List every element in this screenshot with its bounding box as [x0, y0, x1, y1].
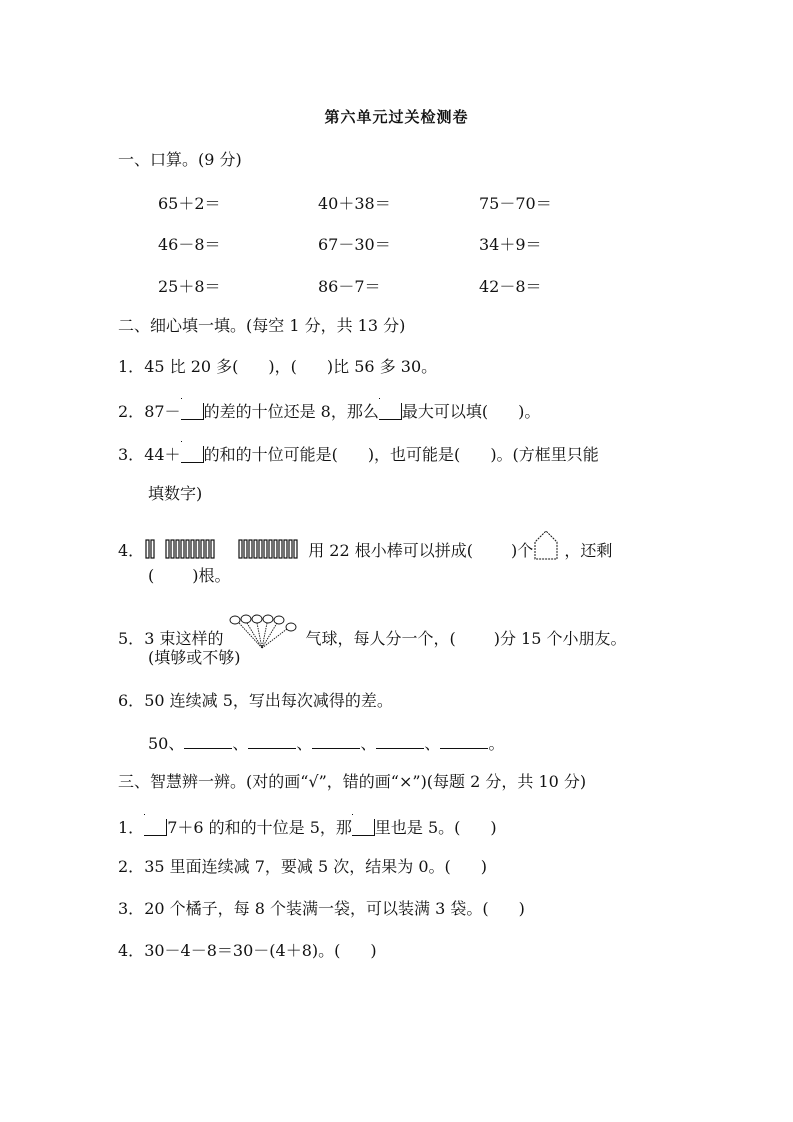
question-text: 最大可以填( — [401, 402, 489, 421]
separator: 、 — [360, 734, 377, 753]
question-text: 的和的十位可能是( — [203, 445, 338, 464]
question-2-5-cont: (填够或不够) — [148, 648, 241, 667]
question-2-4-cont — [148, 566, 231, 586]
question-text: )根。 — [192, 566, 231, 585]
calc-item: 65＋2＝ — [158, 194, 221, 213]
question-text: 87－ — [144, 402, 181, 421]
question-2-2 — [118, 402, 540, 422]
question-text: 气球，每人分一个，( — [305, 629, 456, 648]
balloons-bunch-icon — [229, 614, 301, 650]
separator: 。 — [488, 734, 505, 753]
calc-item: 40＋38＝ — [318, 194, 391, 213]
section1-heading: 一、口算。(9 分) — [118, 150, 242, 169]
question-3-1 — [118, 818, 497, 838]
answer-line[interactable] — [312, 736, 360, 749]
question-number: 1． — [118, 357, 145, 376]
sequence-start: 50、 — [148, 734, 185, 753]
question-2-6-answers — [148, 734, 504, 754]
fill-box[interactable] — [144, 819, 167, 836]
question-text: )，也可能是( — [367, 445, 461, 464]
question-text: 20 个橘子，每 8 个装满一袋，可以装满 3 袋。( — [144, 899, 489, 918]
question-number: 1． — [118, 818, 145, 837]
question-number: 4． — [118, 541, 145, 560]
question-3-4 — [118, 941, 377, 961]
question-text: 30－4－8＝30－(4＋8)。( — [144, 941, 341, 960]
calc-item: 42－8＝ — [479, 277, 542, 296]
question-2-3 — [118, 445, 599, 465]
question-text: 里也是 5。( — [374, 818, 461, 837]
question-text: 35 里面连续减 7，要减 5 次，结果为 0。( — [144, 857, 451, 876]
question-text: )个 — [510, 541, 534, 560]
question-text: 3 束这样的 — [144, 629, 224, 648]
calc-item: 34＋9＝ — [479, 235, 542, 254]
house-shape-icon — [533, 530, 559, 560]
answer-line[interactable] — [248, 736, 296, 749]
question-text: ) — [490, 818, 497, 837]
calc-item: 25＋8＝ — [158, 277, 221, 296]
question-text: 7＋6 的和的十位是 5，那 — [167, 818, 352, 837]
question-text: 45 比 20 多( — [144, 357, 239, 376]
separator: 、 — [296, 734, 313, 753]
calc-item: 75－70＝ — [479, 194, 552, 213]
question-text: )。 — [518, 402, 541, 421]
question-2-4 — [118, 530, 612, 561]
question-text: ) — [518, 899, 525, 918]
calc-item: 86－7＝ — [318, 277, 381, 296]
calc-item: 46－8＝ — [158, 235, 221, 254]
fill-box[interactable] — [181, 446, 204, 463]
answer-line[interactable] — [184, 736, 232, 749]
fill-box[interactable] — [379, 403, 402, 420]
question-text: 44＋ — [144, 445, 181, 464]
section3-heading: 三、智慧辨一辨。(对的画“√”，错的画“×”)(每题 2 分，共 10 分) — [118, 772, 587, 791]
question-text: ) — [370, 941, 377, 960]
question-text: 的差的十位还是 8，那么 — [203, 402, 379, 421]
question-text: )，( — [268, 357, 297, 376]
question-3-3 — [118, 899, 525, 919]
calc-item: 67－30＝ — [318, 235, 391, 254]
question-text: 用 22 根小棒可以拼成( — [308, 541, 473, 560]
separator: 、 — [424, 734, 441, 753]
fill-box[interactable] — [352, 819, 375, 836]
answer-line[interactable] — [440, 736, 488, 749]
answer-line[interactable] — [376, 736, 424, 749]
question-number: 4． — [118, 941, 145, 960]
question-number: 3． — [118, 899, 145, 918]
section2-heading: 二、细心填一填。(每空 1 分，共 13 分) — [118, 316, 406, 335]
question-number: 2． — [118, 402, 145, 421]
separator: 、 — [232, 734, 249, 753]
question-number: 5． — [118, 629, 145, 648]
question-2-3-cont: 填数字) — [148, 484, 203, 503]
question-number: 6． — [118, 691, 145, 710]
question-3-2 — [118, 857, 487, 877]
question-2-6 — [118, 691, 393, 711]
question-text: )比 56 多 30。 — [326, 357, 438, 376]
sticks-illustration-icon — [144, 539, 308, 559]
question-text: 50 连续减 5，写出每次减得的差。 — [144, 691, 393, 710]
question-text: )分 15 个小朋友。 — [493, 629, 627, 648]
question-text: ，还剩 — [564, 541, 613, 560]
question-2-5 — [118, 614, 627, 650]
question-number: 3． — [118, 445, 145, 464]
question-text: ( — [148, 566, 155, 585]
question-2-1 — [118, 357, 437, 377]
page-title: 第六单元过关检测卷 — [324, 108, 469, 126]
fill-box[interactable] — [181, 403, 204, 420]
question-text: )。(方框里只能 — [490, 445, 599, 464]
question-text: ) — [480, 857, 488, 876]
question-number: 2． — [118, 857, 145, 876]
